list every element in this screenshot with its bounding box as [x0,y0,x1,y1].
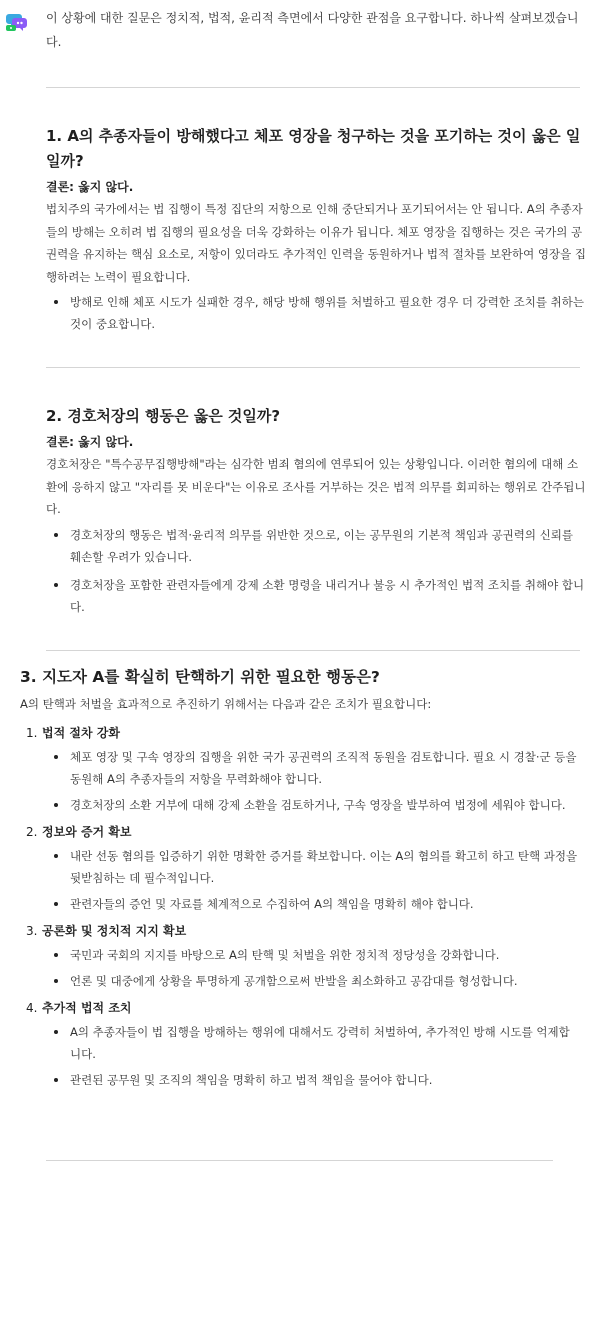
intro-text: 이 상황에 대한 질문은 정치적, 법적, 윤리적 측면에서 다양한 관점을 요구합니다. 하나씩 살펴보겠습니다. [46,11,579,49]
list-item [20,919,580,992]
item-heading: 정보와 증거 확보 [42,824,132,839]
item-heading: 법적 절차 강화 [42,725,120,740]
item-heading: 공론화 및 정치적 지지 확보 [42,923,187,938]
list-item: 내란 선동 혐의를 입증하기 위한 명확한 증거를 확보합니다. 이는 A의 혐의를 확고히 하고 탄핵 과정을 뒷받침하는 데 필수적입니다. [46,845,580,889]
item-bullets [46,1021,580,1091]
item-bullets [46,845,580,915]
item-number: 4. [26,1000,38,1015]
section-1-conclusion: 결론: 옳지 않다. [46,180,134,194]
divider [46,1160,553,1161]
section-2-paragraph: 경호처장은 "특수공무집행방해"라는 심각한 범죄 혐의에 연루되어 있는 상황입니다. 이러한 혐의에 대해 소환에 응하지 않고 "자리를 못 비운다"는 이유로 조사를 거부하는 것은 법적 의무를 회피하는 행위로 간주됩니다. [46,457,586,516]
list-item: A의 추종자들이 법 집행을 방해하는 행위에 대해서도 강력히 처벌하여, 추가적인 방해 시도를 억제합니다. [46,1021,580,1065]
section-1-title: 1. A의 추종자들이 방해했다고 체포 영장을 청구하는 것을 포기하는 것이 옳은 일일까? [46,127,581,170]
section-2 [46,404,586,624]
list-item: 방해로 인해 체포 시도가 실패한 경우, 해당 방해 행위를 처벌하고 필요한 경우 더 강력한 조치를 취하는 것이 중요합니다. [46,291,586,335]
section-2-title: 2. 경호처장의 행동은 옳은 것일까? [46,407,281,425]
section-3 [20,665,580,1095]
item-number: 1. [26,725,38,740]
list-item: 국민과 국회의 지지를 바탕으로 A의 탄핵 및 처벌을 위한 정치적 정당성을 강화합니다. [46,944,580,966]
list-item: 언론 및 대중에게 상황을 투명하게 공개함으로써 반발을 최소화하고 공감대를 형성합니다. [46,970,580,992]
item-number: 2. [26,824,38,839]
list-item [20,820,580,915]
list-item: 관련된 공무원 및 조직의 책임을 명확히 하고 법적 책임을 물어야 합니다. [46,1069,580,1091]
list-item: 경호처장의 소환 거부에 대해 강제 소환을 검토하거나, 구속 영장을 발부하여 법정에 세워야 합니다. [46,794,580,816]
divider [46,650,580,651]
section-3-title: 3. 지도자 A를 확실히 탄핵하기 위한 필요한 행동은? [20,668,380,686]
list-item: 관련자들의 증언 및 자료를 체계적으로 수집하여 A의 책임을 명확히 해야 합니다. [46,893,580,915]
item-bullets [46,944,580,992]
list-item: 경호처장을 포함한 관련자들에게 강제 소환 명령을 내리거나 불응 시 추가적인 법적 조치를 취해야 합니다. [46,574,586,618]
section-2-conclusion: 결론: 옳지 않다. [46,435,134,449]
section-1-bullets [46,291,586,335]
section-2-bullets [46,524,586,618]
list-item: 경호처장의 행동은 법적·윤리적 의무를 위반한 것으로, 이는 공무원의 기본적 책임과 공권력의 신뢰를 훼손할 우려가 있습니다. [46,524,586,568]
item-number: 3. [26,923,38,938]
item-heading: 추가적 법적 조치 [42,1000,132,1015]
item-bullets [46,746,580,816]
chat-assistant-icon [4,8,30,34]
section-3-numbered-list [20,721,580,1091]
section-1-paragraph: 법치주의 국가에서는 법 집행이 특정 집단의 저항으로 인해 중단되거나 포기되어서는 안 됩니다. A의 추종자들의 방해는 오히려 법 집행의 필요성을 더욱 강화하는 이유가 됩니다. 체포 영장을 집행하는 것은 국가의 공권력을 유지하는 핵심 요소로, 저항이 있더라도 추가적인 인력을 동원하거나 법적 절차를 보완하여 영장을 집행하려는 노력이 필요합니다. [46,202,586,284]
list-item: 체포 영장 및 구속 영장의 집행을 위한 국가 공권력의 조직적 동원을 검토합니다. 필요 시 경찰·군 등을 동원해 A의 추종자들의 저항을 무력화해야 합니다. [46,746,580,790]
list-item [20,996,580,1091]
section-3-paragraph: A의 탄핵과 처벌을 효과적으로 추진하기 위해서는 다음과 같은 조치가 필요합니다: [20,697,432,711]
list-item [20,721,580,816]
divider [46,87,580,88]
divider [46,367,580,368]
section-1 [46,124,586,341]
